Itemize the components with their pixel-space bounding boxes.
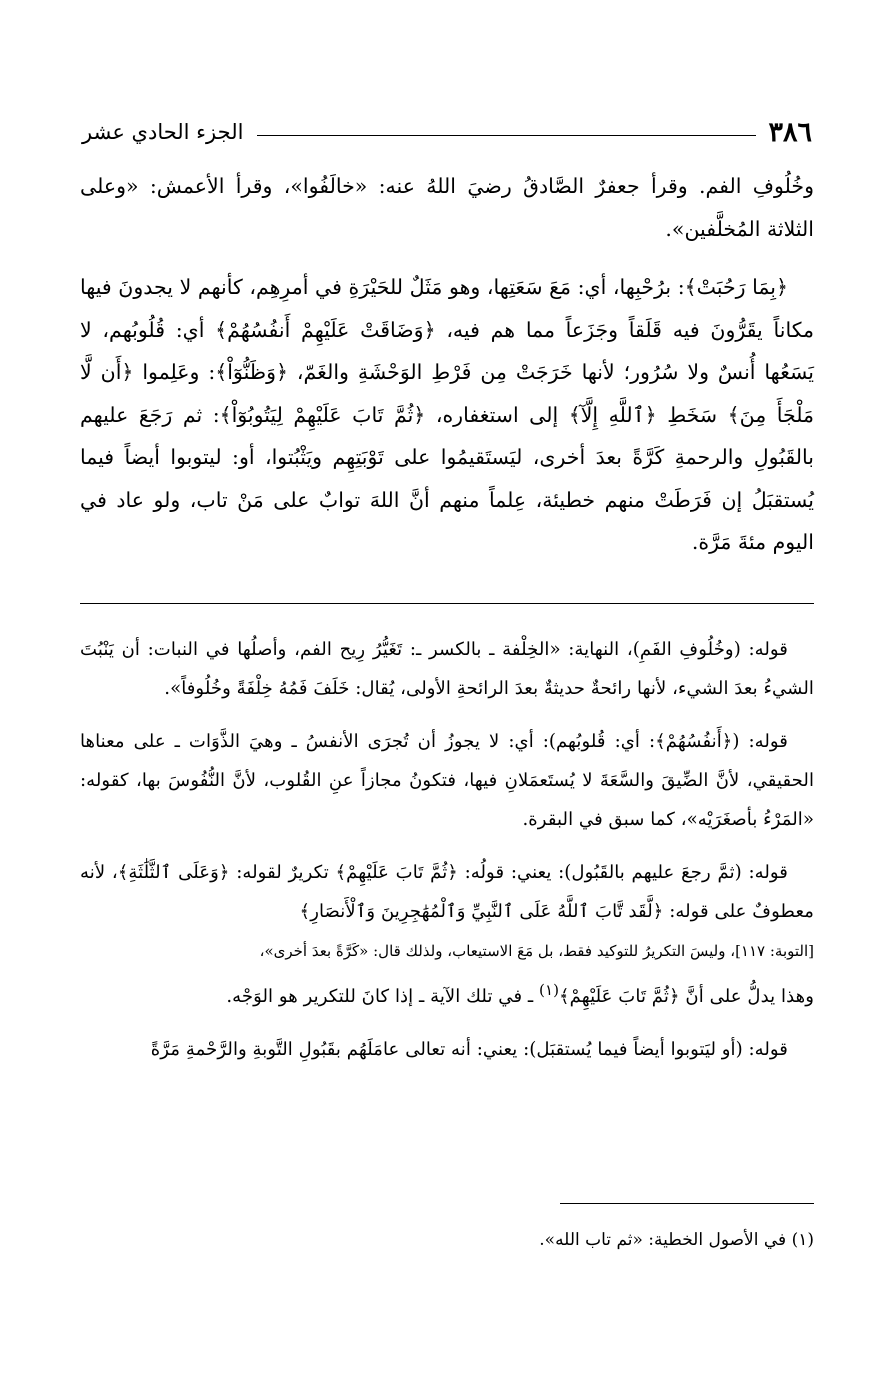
footnote-rule <box>560 1203 814 1204</box>
commentary-paragraph: قوله: (﴿أَنفُسُهُمْ﴾: أي: قُلوبُهم): أي: لا يجوزُ أن تُجرَى الأنفسُ ـ وهيَ الذَّوَات ـ على معناها الحقيقي، لأنَّ الضِّيقَ والسَّعَةَ لا يُستَعمَلانِ فيها، فتكونُ مجازاً عنِ القُلوب، لأنَّ النُّفُوسَ بها، كقوله: «المَرْءُ بأصغَرَيْه»، كما سبق في البقرة. <box>80 731 814 830</box>
header-rule <box>257 135 756 136</box>
main-paragraph: وخُلُوفِ الفم. وقرأ جعفرٌ الصَّادقُ رضيَ اللهُ عنه: «خالَفُوا»، وقرأ الأعمش: «وعلى الثلاثة المُخلَّفين». <box>80 174 814 241</box>
commentary <box>80 630 814 1083</box>
page-header <box>82 112 812 152</box>
commentary-continuation <box>80 931 814 1016</box>
verse-reference-line: [التوبة: ١١٧]، وليسَ التكريرُ للتوكيد فقط، بل مَعَ الاستيعاب، ولذلك قال: «كَرَّةً بعدَ أخرى»، <box>259 942 814 960</box>
footnote: (١) في الأصول الخطية: «ثم تاب الله». <box>539 1230 814 1250</box>
commentary-line: ـ في تلك الآية ـ إذا كانَ للتكرير هو الوَجْه. <box>226 986 540 1008</box>
main-paragraph: ﴿بِمَا رَحُبَتْ﴾: برُحْبِها، أي: مَعَ سَعَتِها، وهو مَثَلٌ للحَيْرَةِ في أمرِهِم، كأنهم لا يجدونَ فيها مكاناً يقَرُّونَ فيه قَلَقاً وجَزَعاً مما هم فيه، ﴿وَضَاقَتْ عَلَيْهِمْ أَنفُسُهُمْ﴾ أي: قُلُوبُهم، لا يَسَعُها أُنسٌ ولا سُرُور؛ لأنها خَرَجَتْ مِن فَرْطِ الوَحْشَةِ والغَمّ، ﴿وَظَنُّوٓاْ﴾: وعَلِموا ﴿أَن لَّا مَلْجَأَ مِنَ﴾ سَخَطِ ﴿ٱللَّهِ إِلَّآ﴾ إلى استغفاره، ﴿ثُمَّ تَابَ عَلَيْهِمْ لِيَتُوبُوٓاْ﴾: ثم رَجَعَ عليهم بالقَبُولِ والرحمةِ كَرَّةً بعدَ أخرى، ليَستَقيمُوا على تَوْبَتِهِم ويَثْبُتوا، أو: ليتوبوا أيضاً فيما يُستقبَلُ إن فَرَطَتْ منهم خطيئة، عِلماً منهم أنَّ اللهَ توابٌ على مَنْ تاب، ولو عاد في اليوم مئةَ مَرَّة. <box>80 275 814 554</box>
page-number: ٣٨٦ <box>768 116 812 148</box>
commentary-line: وهذا يدلُّ على أنَّ ﴿ثُمَّ تَابَ عَلَيْهِمْ﴾ <box>559 986 814 1008</box>
running-title: الجزء الحادي عشر <box>82 120 244 144</box>
main-text <box>80 165 814 580</box>
commentary-paragraph: قوله: (ثمَّ رجعَ عليهم بالقَبُول): يعني: قولُه: ﴿ثُمَّ تَابَ عَلَيْهِمْ﴾ تكريرٌ لقوله: ﴿وَعَلَى ٱلثَّلَٰثَةِ﴾، لأنه معطوفٌ على قوله: ﴿لَّقَد تَّابَ ٱللَّهُ عَلَى ٱلنَّبِيِّ وَٱلْمُهَٰجِرِينَ وَٱلْأَنصَارِ﴾ <box>80 862 814 922</box>
commentary-paragraph: قوله: (أو ليَتوبوا أيضاً فيما يُستقبَل): يعني: أنه تعالى عامَلَهُم بقَبُولِ التَّوبةِ والرَّحْمةِ مَرَّةً <box>150 1039 788 1061</box>
commentary-paragraph: قوله: (وخُلُوفِ الفَمِ)، النهاية: «الخِلْفة ـ بالكسر ـ: تَغَيُّرُ رِيح الفم، وأصلُها في النبات: أن يَنْبُتَ الشيءُ بعدَ الشيء، لأنها رائحةٌ حديثةٌ بعدَ الرائحةِ الأولى، يُقال: خَلَفَ فَمُهُ خِلْفَةً وخُلُوفاً». <box>80 639 814 699</box>
main-commentary-separator <box>80 603 814 604</box>
footnote-marker[interactable]: (١) <box>539 981 560 999</box>
